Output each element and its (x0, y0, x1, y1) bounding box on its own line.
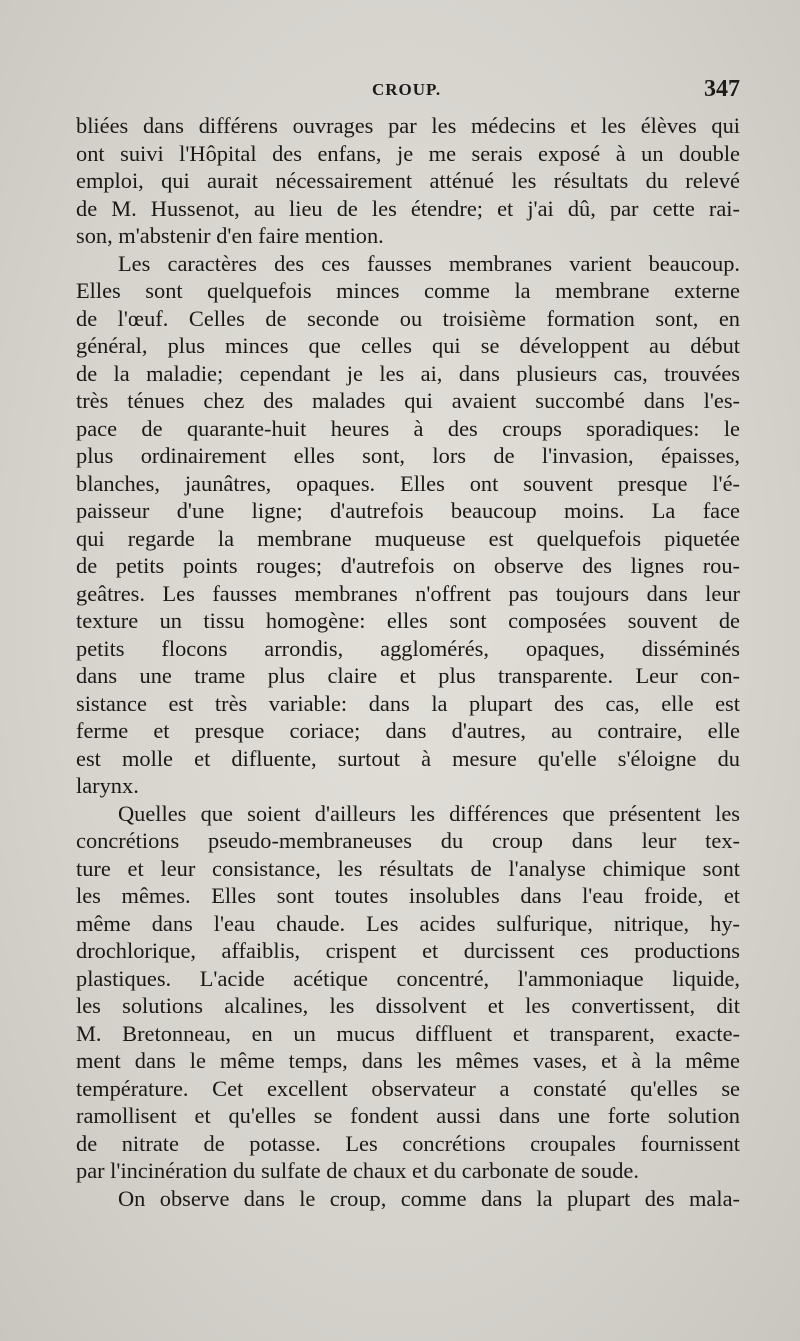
text-line: qui regarde la membrane muqueuse est quelquefois piquetée (76, 525, 740, 551)
body-text (76, 112, 740, 1212)
text-line: bliées dans différens ouvrages par les médecins et les élèves qui (76, 113, 740, 138)
text-line: de M. Hussenot, au lieu de les étendre; et j'ai dû, par cette rai- (76, 195, 740, 221)
text-line: ferme et presque coriace; dans d'autres, au contraire, elle (76, 718, 740, 743)
paragraph (76, 800, 740, 1185)
text-line: paisseur d'une ligne; d'autrefois beaucoup moins. La face (76, 498, 740, 523)
text-line: par l'incinération du sulfate de chaux et du carbonate de soude. (76, 1158, 639, 1183)
text-line: de petits points rouges; d'autrefois on observe des lignes rou- (76, 553, 740, 578)
text-line: plastiques. L'acide acétique concentré, l'ammoniaque liquide, (76, 965, 740, 991)
text-line: blanches, jaunâtres, opaques. Elles ont souvent presque l'é- (76, 470, 740, 496)
text-line: pace de quarante-huit heures à des croups sporadiques: le (76, 415, 740, 441)
text-line: température. Cet excellent observateur a constaté qu'elles se (76, 1075, 740, 1101)
text-line: Les caractères des ces fausses membranes varient beaucoup. (118, 250, 740, 276)
text-line: ment dans le même temps, dans les mêmes vases, et à la même (76, 1048, 740, 1073)
text-line: ramollisent et qu'elles se fondent aussi dans une forte solution (76, 1103, 740, 1128)
paragraph (76, 250, 740, 800)
text-line: texture un tissu homogène: elles sont composées souvent de (76, 608, 740, 633)
paragraph (76, 1185, 740, 1213)
text-line: sistance est très variable: dans la plupart des cas, elle est (76, 690, 740, 716)
text-line: de la maladie; cependant je les ai, dans plusieurs cas, trouvées (76, 360, 740, 386)
text-line: M. Bretonneau, en un mucus diffluent et transparent, exacte- (76, 1020, 740, 1046)
text-line: geâtres. Les fausses membranes n'offrent pas toujours dans leur (76, 580, 740, 606)
text-line: petits flocons arrondis, agglomérés, opaques, disséminés (76, 635, 740, 661)
text-line: son, m'abstenir d'en faire mention. (76, 223, 384, 248)
text-line: est molle et difluente, surtout à mesure qu'elle s'éloigne du (76, 745, 740, 771)
text-line: de nitrate de potasse. Les concrétions croupales fournissent (76, 1130, 740, 1156)
running-title: CROUP. (372, 80, 442, 99)
text-line: dans une trame plus claire et plus transparente. Leur con- (76, 663, 740, 688)
text-line: Quelles que soient d'ailleurs les différences que présentent les (118, 800, 740, 826)
text-line: ture et leur consistance, les résultats de l'analyse chimique sont (76, 855, 740, 881)
text-line: de l'œuf. Celles de seconde ou troisième formation sont, en (76, 305, 740, 331)
running-head (76, 76, 740, 104)
text-line: emploi, qui aurait nécessairement atténué les résultats du relevé (76, 168, 740, 193)
paragraph (76, 112, 740, 250)
text-line: les mêmes. Elles sont toutes insolubles dans l'eau froide, et (76, 883, 740, 908)
text-line: drochlorique, affaiblis, crispent et durcissent ces productions (76, 938, 740, 963)
text-line: ont suivi l'Hôpital des enfans, je me serais exposé à un double (76, 140, 740, 166)
text-line: même dans l'eau chaude. Les acides sulfurique, nitrique, hy- (76, 910, 740, 936)
text-line: concrétions pseudo-membraneuses du croup dans leur tex- (76, 828, 740, 853)
text-line: général, plus minces que celles qui se développent au début (76, 333, 740, 358)
text-line: les solutions alcalines, les dissolvent et les convertissent, dit (76, 993, 740, 1018)
text-line: très ténues chez des malades qui avaient succombé dans l'es- (76, 388, 740, 413)
text-line: larynx. (76, 773, 139, 798)
text-line: Elles sont quelquefois minces comme la membrane externe (76, 278, 740, 303)
text-line: plus ordinairement elles sont, lors de l'invasion, épaisses, (76, 443, 740, 468)
text-line: On observe dans le croup, comme dans la plupart des mala- (118, 1185, 740, 1211)
page-number: 347 (704, 76, 740, 102)
